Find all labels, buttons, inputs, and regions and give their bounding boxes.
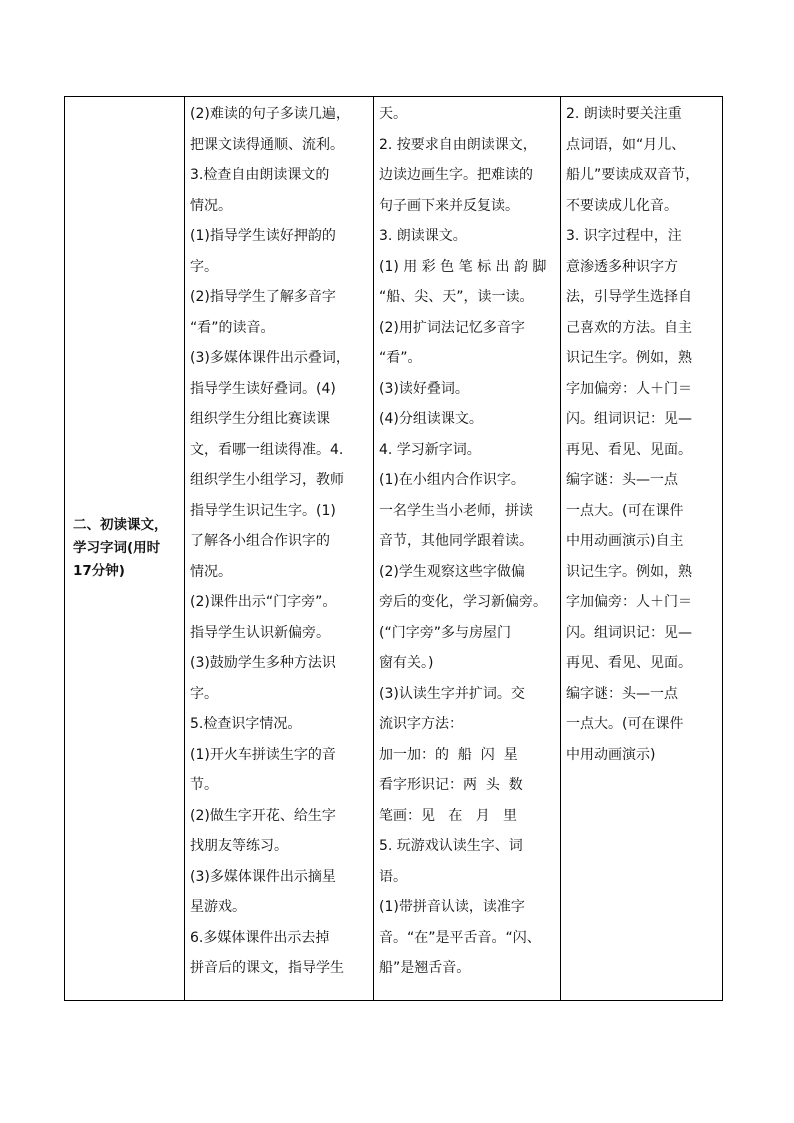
design-intent-line: 中用动画演示) [566, 746, 656, 763]
teacher-activity-line: 指导学生读好叠词。(4) [190, 380, 336, 397]
teacher-activity-line: 情况。 [190, 563, 232, 580]
teacher-activity-line: 字。 [190, 258, 218, 275]
teacher-activity-line: 字。 [190, 685, 218, 702]
student-activity-line: (3)读好叠词。 [379, 380, 469, 397]
design-intent-line: 识记生字。例如，熟 [566, 563, 692, 580]
student-activity-line: 音节，其他同学跟着读。 [379, 533, 533, 549]
student-activity-line: 3. 朗读课文。 [379, 228, 467, 244]
teacher-activity-line: 文，看哪一组读得准。4. [190, 441, 344, 458]
student-activity-line: 5. 玩游戏认读生字、词 [379, 838, 523, 854]
student-activity-line: 音。“在”是平舌音。“闪、 [379, 929, 541, 946]
design-intent-line: 中用动画演示)自主 [566, 533, 684, 549]
design-intent-line: 闪。组词识记：见— [566, 624, 692, 641]
design-intent-line: 字加偏旁：人＋门＝ [566, 594, 692, 610]
teacher-activity-line: “看”的读音。 [190, 319, 275, 336]
student-activity-line: “看”。 [379, 350, 422, 366]
teacher-activity-line: (1)指导学生读好押韵的 [190, 228, 336, 244]
teacher-activity-line: (2)课件出示“门字旁”。 [190, 594, 337, 610]
student-activity-line: 流识字方法： [379, 716, 463, 732]
teacher-activity-line: (3)多媒体课件出示摘星 [190, 868, 336, 885]
design-intent-line: 编字谜：头—一点 [566, 685, 678, 702]
teacher-activity-line: 指导学生识记生字。(1) [190, 502, 336, 519]
student-activity-line: 4. 学习新字词。 [379, 441, 481, 458]
teacher-activity-cell [185, 97, 374, 1001]
student-activity-line: (3)认读生字并扩词。交 [379, 685, 525, 702]
student-activity-line: 句子画下来并反复读。 [379, 197, 519, 214]
design-intent-line: 再见、看见、见面。 [566, 441, 692, 458]
teacher-activity-line: 节。 [190, 777, 218, 793]
design-intent-line: 点词语，如“月儿、 [566, 136, 686, 153]
teacher-activity-line: 组织学生小组学习，教师 [190, 472, 344, 488]
teacher-activity-line: 了解各小组合作识字的 [190, 533, 330, 549]
teacher-activity-line: 组织学生分组比赛读课 [190, 411, 330, 427]
student-activity-line: (1)在小组内合作识字。 [379, 472, 525, 488]
teacher-activity-line: (1)开火车拼读生字的音 [190, 746, 336, 763]
teacher-activity-line: 星游戏。 [190, 899, 246, 915]
design-intent-line: 识记生字。例如，熟 [566, 350, 692, 366]
design-intent-line: 再见、看见、见面。 [566, 655, 692, 671]
student-activity-line: 船”是翘舌音。 [379, 960, 471, 976]
design-intent-line: 字加偏旁：人＋门＝ [566, 380, 692, 397]
student-activity-line: 一名学生当小老师，拼读 [379, 502, 533, 519]
student-activity-line: (4)分组读课文。 [379, 411, 483, 427]
student-activity-line: 旁后的变化，学习新偏旁。 [379, 594, 547, 610]
design-intent-line: 船儿”要读成双音节， [566, 167, 700, 183]
stage-label: 二、初读课文， 学习字词(用时 17分钟) [73, 517, 168, 579]
teacher-activity-line: 拼音后的课文，指导学生 [190, 960, 344, 976]
design-intent-line: 3. 识字过程中，注 [566, 228, 682, 244]
design-intent-line: 闪。组词识记：见— [566, 411, 692, 427]
table-row [65, 97, 723, 1001]
design-intent-line: 一点大。(可在课件 [566, 716, 684, 732]
student-activity-line: 加一加：的 船 闪 星 [379, 746, 518, 763]
teacher-activity-line: (2)难读的句子多读几遍， [190, 106, 350, 122]
lesson-plan-table [64, 96, 723, 1001]
teacher-activity-line: 情况。 [190, 197, 232, 214]
teacher-activity-line: 找朋友等练习。 [190, 838, 288, 854]
student-activity-text [374, 97, 560, 984]
student-activity-line: 语。 [379, 868, 407, 885]
teacher-activity-line: 把课文读得通顺、流利。 [190, 136, 344, 153]
student-activity-line: 2. 按要求自由朗读课文， [379, 136, 537, 153]
student-activity-line: 笔画：见 在 月 里 [379, 807, 518, 824]
student-activity-line: 看字形识记：两 头 数 [379, 777, 523, 793]
teacher-activity-line: (2)做生字开花、给生字 [190, 807, 336, 824]
stage-cell [65, 97, 185, 1001]
student-activity-line: (2)用扩词法记忆多音字 [379, 319, 525, 336]
student-activity-line: (1)带拼音认读，读准字 [379, 899, 525, 915]
teacher-activity-text [185, 97, 373, 984]
design-intent-line: 意渗透多种识字方 [566, 258, 678, 275]
design-intent-cell [561, 97, 723, 1001]
design-intent-line: 不要读成儿化音。 [566, 197, 678, 214]
student-activity-line: (1) 用 彩 色 笔 标 出 韵 脚 [379, 258, 547, 275]
teacher-activity-line: 5.检查识字情况。 [190, 716, 302, 732]
design-intent-line: 己喜欢的方法。自主 [566, 319, 692, 336]
student-activity-line: 边读边画生字。把难读的 [379, 167, 533, 183]
student-activity-cell [374, 97, 561, 1001]
design-intent-line: 2. 朗读时要关注重 [566, 106, 682, 122]
teacher-activity-line: 3.检查自由朗读课文的 [190, 167, 330, 183]
teacher-activity-line: (3)多媒体课件出示叠词， [190, 350, 350, 366]
design-intent-line: 编字谜：头—一点 [566, 472, 678, 488]
teacher-activity-line: 指导学生认识新偏旁。 [190, 624, 330, 641]
design-intent-text [561, 97, 722, 770]
design-intent-line: 一点大。(可在课件 [566, 502, 684, 519]
student-activity-line: 天。 [379, 106, 407, 122]
student-activity-line: 窗有关。) [379, 655, 434, 671]
teacher-activity-line: (3)鼓励学生多种方法识 [190, 655, 336, 671]
student-activity-line: (“门字旁”多与房屋门 [379, 624, 511, 641]
design-intent-line: 法，引导学生选择自 [566, 289, 692, 305]
student-activity-line: “船、尖、天”，读一读。 [379, 289, 534, 305]
teacher-activity-line: (2)指导学生了解多音字 [190, 289, 336, 305]
teacher-activity-line: 6.多媒体课件出示去掉 [190, 929, 330, 946]
student-activity-line: (2)学生观察这些字做偏 [379, 563, 525, 580]
